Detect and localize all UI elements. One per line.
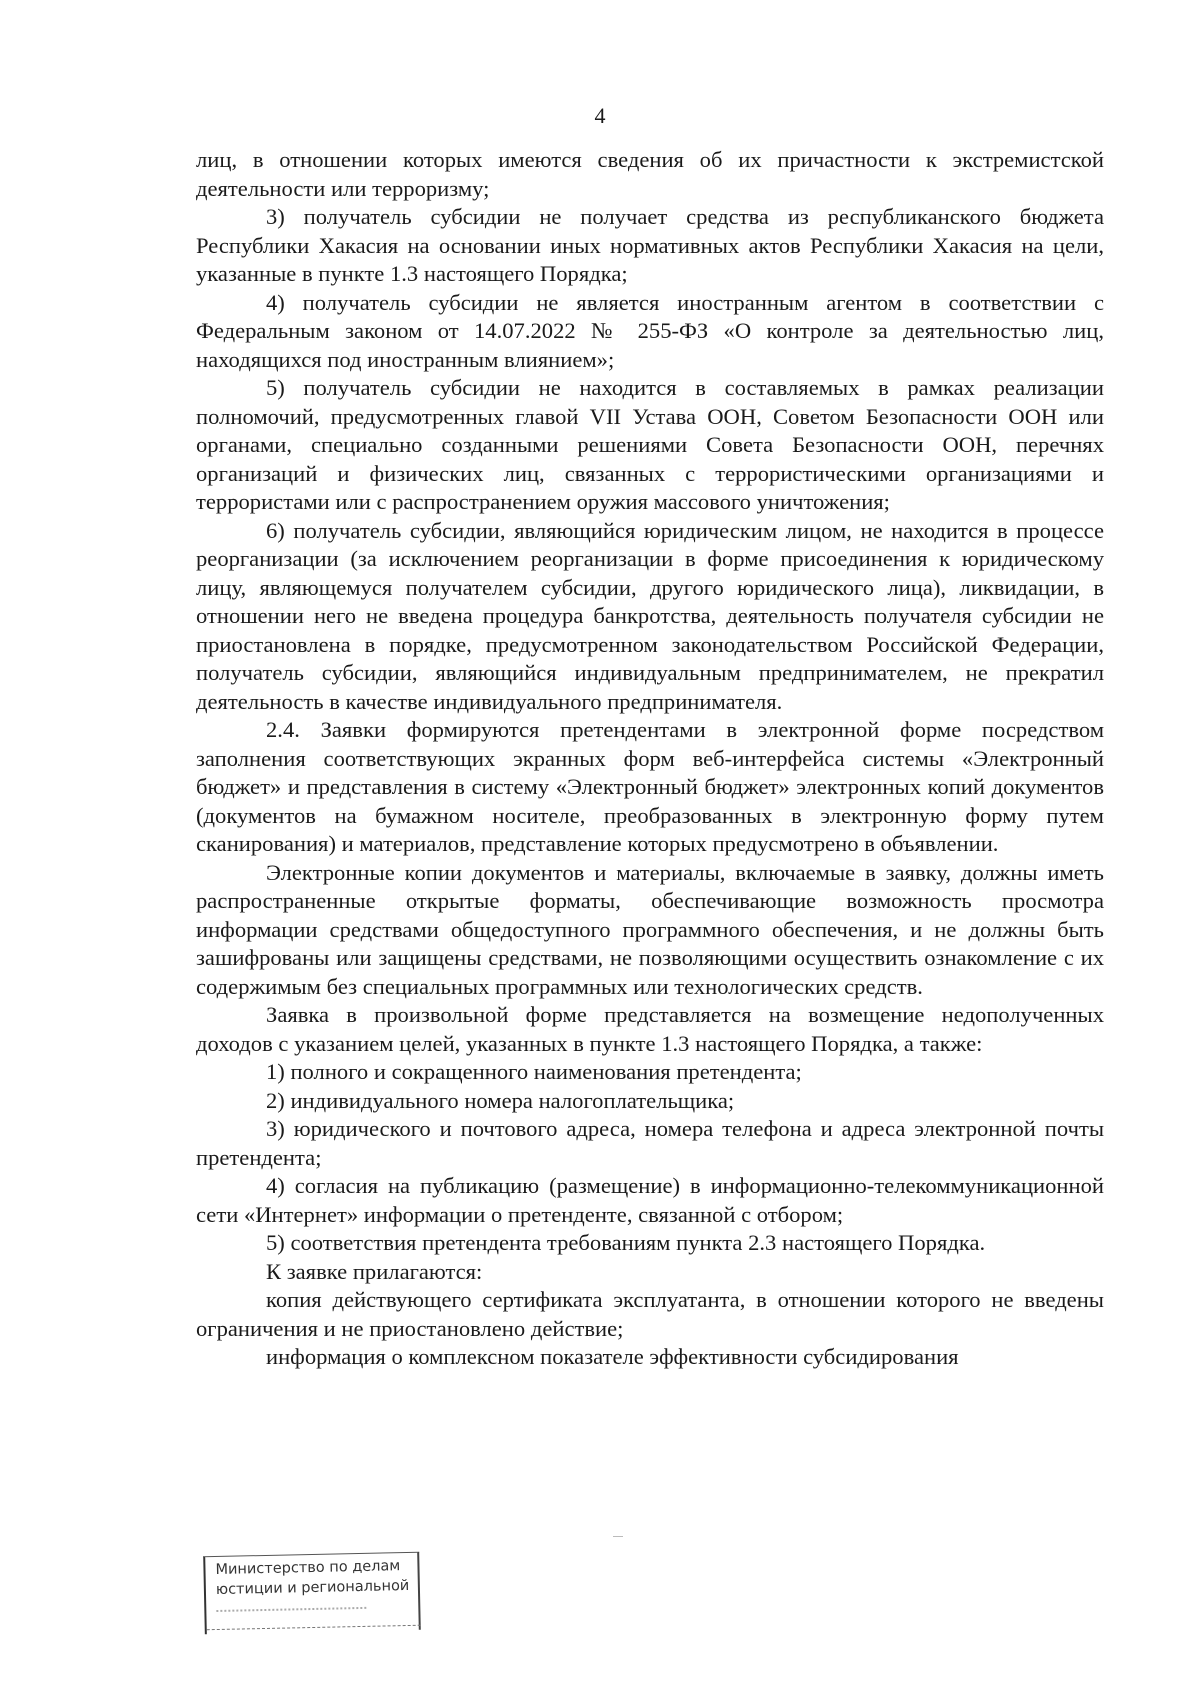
list-item-3: 3) юридического и почтового адреса, номера телефона и адреса электронной почты претендента; [196,1116,1104,1170]
paragraph-application-form: Заявка в произвольной форме представляется на возмещение недополученных доходов с указанием целей, указанных в пункте 1.3 настоящего Порядка, а также: [196,1002,1104,1056]
paragraph-item-3: 3) получатель субсидии не получает средства из республиканского бюджета Республики Хакасия на основании иных нормативных актов Республики Хакасия на цели, указанные в пункте 1.3 настоящего Порядка; [196,204,1104,286]
list-item-1: 1) полного и сокращенного наименования претендента; [266,1059,802,1084]
paragraph-section-2-4: 2.4. Заявки формируются претендентами в электронной форме посредством заполнения соответствующих экранных форм веб-интерфейса системы «Электронный бюджет» и представления в систему «Электронный бюджет» электронных копий документов (документов на бумажном носителе, преобразованных в электронную форму путем сканирования) и материалов, представление которых предусмотрено в объявлении. [196,717,1104,856]
paragraph-attachments-heading: К заявке прилагаются: [266,1258,483,1284]
list-item-4: 4) согласия на публикацию (размещение) в информационно-телекоммуникационной сети «Интернет» информации о претенденте, связанной с отбором; [196,1173,1104,1227]
paragraph-certificate-copy: копия действующего сертификата эксплуатанта, в отношении которого не введены ограничения и не приостановлено действие; [196,1287,1104,1341]
document-body [196,146,1104,1372]
page-number: 4 [594,103,606,128]
stamp-border-line [207,1625,421,1630]
list-item-2: 2) индивидуального номера налогоплательщика; [266,1087,735,1113]
stamp-line-1: Министерство по делам [215,1558,401,1579]
paragraph-continuation: лиц, в отношении которых имеются сведения об их причастности к экстремистской деятельности или терроризму; [196,147,1104,201]
paragraph-item-4: 4) получатель субсидии не является иностранным агентом в соответствии с Федеральным законом от 14.07.2022 № 255-ФЗ «О контроле за деятельностью лиц, находящихся под иностранным влиянием»; [196,289,1104,372]
paragraph-item-5: 5) получатель субсидии не находится в составляемых в рамках реализации полномочий, предусмотренных главой VII Устава ООН, Советом Безопасности ООН или органами, специально созданными решениями Совета Безопасности ООН, перечнях организаций и физических лиц, связанных с террористическими организациями и террористами или с распространением оружия массового уничтожения; [196,375,1104,514]
paragraph-electronic-copies: Электронные копии документов и материалы, включаемые в заявку, должны иметь распространенные открытые форматы, обеспечивающие возможность просмотра информации средствами общедоступного программного обеспечения, и не должны быть зашифрованы или защищены средствами, не позволяющими осуществить ознакомление с их содержимым без специальных программных или технологических средств. [196,859,1104,999]
stamp-line-2: юстиции и региональной [215,1577,410,1599]
paragraph-efficiency-info: информация о комплексном показателе эффективности субсидирования [266,1344,959,1369]
stamp-illegible-line [216,1601,366,1612]
ministry-stamp [203,1552,421,1635]
paragraph-item-6: 6) получатель субсидии, являющийся юридическим лицом, не находится в процессе реорганизации (за исключением реорганизации в форме присоединения к юридическому лицу, являющемуся получателем субсидии, другого юридического лица), ликвидации, в отношении него не введена процедура банкротства, деятельность получателя субсидии не приостановлена в порядке, предусмотренном законодательством Российской Федерации, получатель субсидии, являющийся индивидуальным предпринимателем, не прекратил деятельность в качестве индивидуального предпринимателя. [196,517,1104,714]
list-item-5: 5) соответствия претендента требованиям пункта 2.3 настоящего Порядка. [266,1230,986,1255]
scan-artifact [613,1536,623,1537]
